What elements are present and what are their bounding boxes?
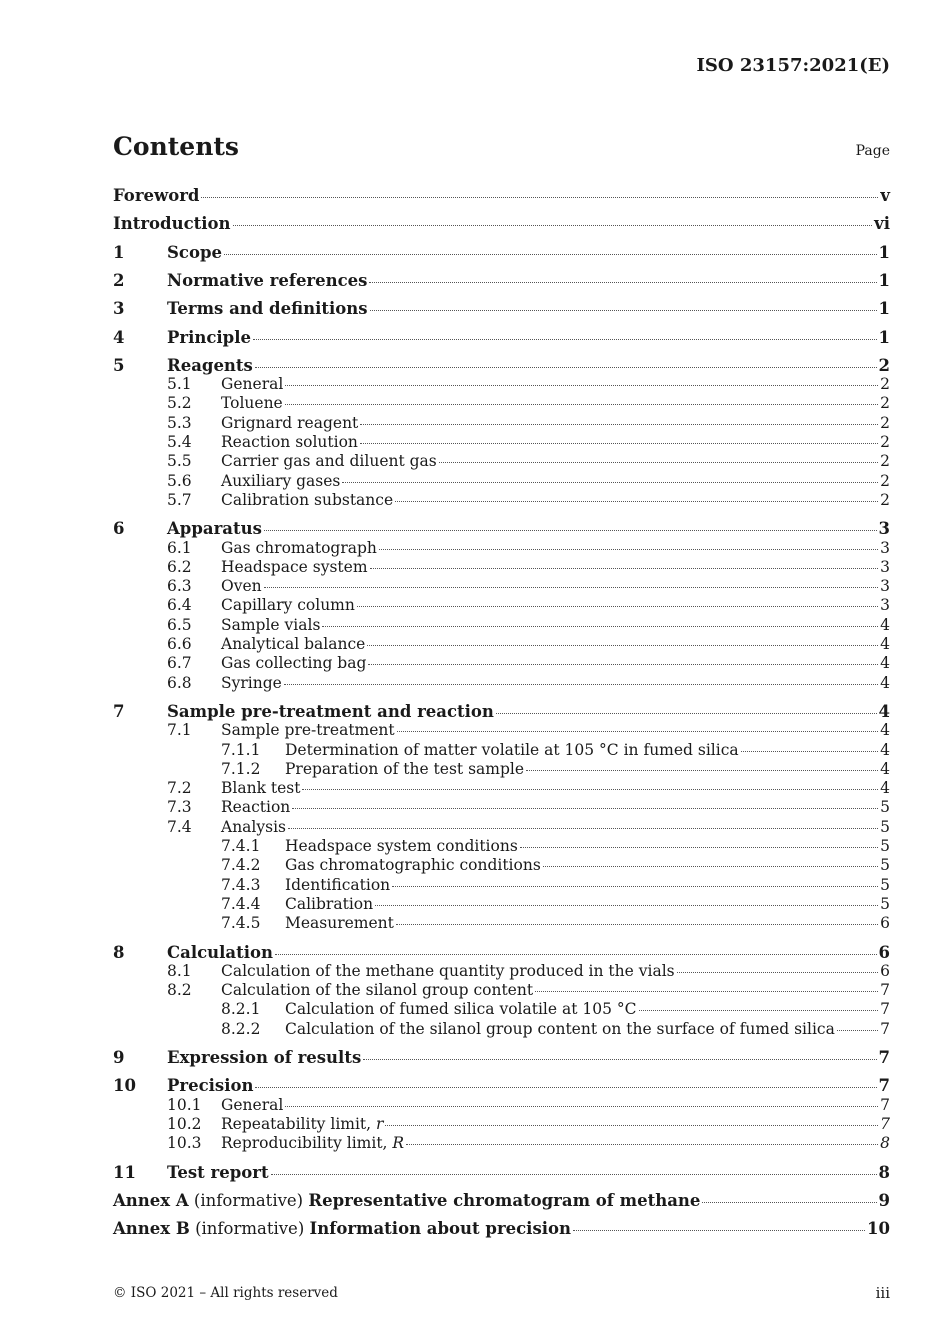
toc-entry-title-part: Reaction [221,798,291,817]
dot-leader [543,865,878,867]
toc-entry-title-part: r [376,1114,384,1133]
toc-entry[interactable] [113,1115,890,1134]
dot-leader [275,953,877,955]
toc-entry-title [221,981,533,1000]
toc-entry-title [221,394,283,413]
toc-entry-title [167,702,494,721]
toc-entry[interactable] [113,472,890,491]
toc-entry-title-part: Measurement [285,914,394,933]
toc-entry-title-part: Gas chromatographic conditions [285,856,541,875]
toc-entry[interactable] [113,1076,890,1095]
toc-entry-title-part: Headspace system conditions [285,837,518,855]
toc-entry-title-part: Normative references [167,270,368,290]
toc-entry-page: 7 [880,1000,890,1019]
toc-entry-number: 6.5 [167,615,192,634]
toc-entry-page: 1 [878,327,890,347]
toc-entry[interactable] [113,577,890,596]
toc-entry-title-part: Blank test [221,779,301,798]
toc-entry-title [221,674,282,693]
toc-entry-number: 7.1.1 [221,740,261,759]
dot-leader [284,683,878,685]
toc-entry[interactable] [113,394,890,413]
toc-entry-page: 2 [878,355,890,375]
dot-leader [368,663,878,665]
toc-entry[interactable] [113,721,890,740]
toc-entry-title [221,798,290,817]
toc-entry-title-part: Annex B [113,1219,190,1239]
toc-entry-number: 7 [113,701,125,721]
toc-entry-page: 7 [878,1076,890,1096]
toc-entry-number: 7.4.2 [221,856,261,875]
toc-entry-title [221,577,262,596]
toc-entry-title [221,962,675,981]
dot-leader [370,309,877,311]
toc-entry-title [167,519,262,538]
toc-entry-number: 10 [113,1076,136,1096]
toc-entry-page: 4 [878,701,890,721]
toc-entry-title [221,452,437,471]
toc-entry-title-part: Annex A [113,1190,189,1210]
toc-entry-title-part: (informative) [189,1219,310,1239]
toc-entry[interactable] [113,414,890,433]
toc-entry-title-part: Carrier gas and diluent gas [221,452,437,471]
toc-entry-title-part: Sample pre-treatment and reaction [167,701,494,721]
toc-entry-number: 5.2 [167,394,192,413]
toc-entry-page: v [880,186,890,205]
page-title: Contents [113,132,240,161]
dot-leader [292,807,878,809]
toc-entry-title [221,1096,283,1115]
toc-entry-title-part: Headspace system [221,557,368,576]
toc-entry-title [285,760,524,779]
toc-entry-page: 3 [880,557,890,576]
toc-entry-page: 5 [880,837,890,855]
toc-entry[interactable] [113,1020,890,1039]
toc-entry-title-part: Syringe [221,673,282,692]
toc-entry-title-part: Auxiliary gases [221,471,341,490]
toc-entry[interactable] [113,271,890,290]
toc-entry-title-part: Scope [167,242,223,262]
toc-entry[interactable] [113,1163,890,1182]
toc-entry[interactable] [113,452,890,471]
toc-entry-title-part: General [221,375,284,394]
toc-entry-page: 3 [880,538,890,557]
toc-entry[interactable] [113,702,890,721]
toc-entry-page: 9 [878,1190,890,1210]
dot-leader [573,1229,865,1231]
toc-entry[interactable] [113,356,890,375]
toc-entry-number: 6 [113,519,125,539]
toc-entry-title [167,271,367,290]
toc-entry-number: 5.4 [167,433,192,451]
toc-entry-page: 1 [878,242,890,262]
toc-entry[interactable] [113,1048,890,1067]
toc-entry-title [167,1076,253,1095]
toc-entry-number: 11 [113,1162,136,1182]
toc-entry-page: 8 [878,1162,890,1182]
dot-leader [285,384,878,386]
toc-entry-number: 7.4 [167,817,192,836]
toc-entry-number: 7.2 [167,779,192,798]
dot-leader [264,586,879,588]
toc-entry-page: 3 [880,596,890,615]
toc-entry-page: 2 [880,375,890,394]
toc-entry-title [221,433,358,452]
toc-entry[interactable] [113,243,890,262]
toc-entry-title-part: Calibration substance [221,490,394,509]
dot-leader [288,827,878,829]
toc-entry[interactable] [113,375,890,394]
toc-entry-title-part: Identification [285,875,391,894]
toc-entry-page: 2 [880,452,890,471]
toc-entry-title-part: Oven [221,577,262,596]
toc-entry-title [167,943,273,962]
toc-entry-number: 5.1 [167,375,192,394]
toc-entry-number: 7.4.1 [221,837,261,855]
toc-entry-title [221,635,365,654]
toc-entry-title [285,1020,835,1039]
toc-entry[interactable] [113,981,890,1000]
toc-entry-title [285,876,390,895]
toc-entry-number: 10.3 [167,1134,202,1153]
dot-leader [639,1009,879,1011]
toc-entry-number: 6.7 [167,654,192,673]
toc-entry-title-part: Expression of results [167,1048,362,1067]
toc-entry[interactable] [113,635,890,654]
toc-entry-page: 10 [867,1219,890,1239]
toc-entry[interactable] [113,519,890,538]
toc-entry-title-part: Sample vials [221,615,321,634]
dot-leader [322,625,878,627]
dot-leader [375,904,878,906]
toc-entry-number: 7.4.4 [221,894,261,913]
toc-entry-page: 5 [880,894,890,913]
toc-entry-title-part: Analysis [221,817,286,836]
toc-entry-page: 2 [880,433,890,451]
toc-entry-page: 1 [878,299,890,319]
toc-entry-title [167,328,251,347]
dot-leader [233,224,873,226]
toc-entry-number: 5.6 [167,471,192,490]
toc-entry-title-part: Grignard reagent [221,413,359,432]
toc-entry-title-part: Gas collecting bag [221,654,367,673]
toc-entry-title [221,375,283,394]
toc-entry-number: 10.2 [167,1114,202,1133]
toc-entry-number: 5.7 [167,490,192,509]
toc-entry[interactable] [113,186,890,205]
toc-entry-number: 6.1 [167,538,192,557]
toc-entry-page: 6 [880,914,890,933]
toc-entry-number: 4 [113,327,125,347]
toc-entry[interactable] [113,539,890,558]
toc-entry-title [221,1115,383,1134]
toc-entry[interactable] [113,214,890,233]
toc-entry[interactable] [113,1134,890,1153]
toc-entry-title [221,539,377,558]
toc-entry[interactable] [113,962,890,981]
toc-entry[interactable] [113,596,890,615]
toc-entry-page: 4 [880,779,890,798]
toc-entry-title-part: Preparation of the test sample [285,759,525,778]
toc-entry-title [113,1219,571,1238]
page-column-label: Page [855,143,890,159]
toc-entry-number: 2 [113,270,125,290]
toc-entry-page: 5 [880,817,890,836]
toc-entry-number: 5.5 [167,452,192,471]
toc-entry-number: 6.3 [167,577,192,596]
toc-entry[interactable] [113,558,890,577]
toc-entry[interactable] [113,741,890,760]
page-number: iii [875,1284,890,1302]
toc-entry-page: 8 [880,1134,890,1153]
dot-leader [367,644,878,646]
toc-entry-title [221,491,393,510]
copyright-notice: © ISO 2021 – All rights reserved [113,1285,338,1301]
toc-entry[interactable] [113,674,890,693]
toc-entry-page: vi [874,214,890,234]
table-of-contents [113,0,890,1344]
toc-entry-page: 7 [880,981,890,1000]
toc-entry-title [285,856,541,875]
toc-entry-title-part: Repeatability limit, [221,1114,377,1133]
toc-entry-number: 8.2.1 [221,1000,261,1019]
toc-entry-page: 4 [880,635,890,653]
toc-entry-title [285,1000,637,1019]
dot-leader [396,923,878,925]
toc-entry-page: 7 [880,1114,890,1133]
toc-entry-number: 6.8 [167,673,192,692]
toc-entry-title-part: Information about precision [309,1219,572,1239]
dot-leader [520,846,878,848]
toc-entry-title [221,1134,404,1153]
toc-entry[interactable] [113,1191,890,1210]
toc-entry-title [285,914,394,933]
dot-leader [360,423,878,425]
toc-entry-page: 4 [880,615,890,634]
dot-leader [342,481,878,483]
dot-leader [360,442,878,444]
dot-leader [264,529,877,531]
toc-entry-number: 8 [113,942,125,962]
dot-leader [379,548,878,550]
toc-entry-number: 6.6 [167,635,192,653]
toc-entry-title [167,1163,269,1182]
toc-entry[interactable] [113,876,890,895]
toc-entry-title [221,818,286,837]
toc-entry[interactable] [113,1219,890,1238]
toc-entry[interactable] [113,491,890,510]
toc-entry-title [113,1191,700,1210]
toc-entry-title [221,654,366,673]
toc-entry[interactable] [113,895,890,914]
toc-entry[interactable] [113,798,890,817]
toc-entry-page: 4 [880,673,890,692]
toc-entry[interactable] [113,760,890,779]
toc-entry-number: 7.1.2 [221,759,261,778]
dot-leader [369,281,876,283]
dot-leader [271,1173,877,1175]
toc-entry-page: 3 [878,519,890,539]
toc-entry-number: 6.2 [167,557,192,576]
toc-entry-title [167,299,368,318]
dot-leader [302,788,878,790]
toc-entry-number: 9 [113,1048,125,1067]
dot-leader [363,1058,876,1060]
toc-entry-title-part: Calculation [167,942,273,962]
toc-entry[interactable] [113,837,890,856]
toc-entry-page: 7 [878,1048,890,1067]
toc-entry-title-part: Gas chromatograph [221,538,377,557]
toc-entry-number: 8.1 [167,961,192,980]
dot-leader [677,971,879,973]
toc-entry-title [221,721,395,740]
toc-entry-title [221,414,358,433]
toc-entry-title-part: Sample pre-treatment [221,721,395,740]
toc-entry-title-part: Principle [167,327,251,347]
toc-entry-title [113,214,231,233]
toc-entry-title-part: General [221,1095,284,1114]
dot-leader [837,1029,878,1031]
toc-entry-title [221,779,300,798]
toc-entry-title [221,558,368,577]
toc-entry-title-part: Introduction [113,214,231,234]
toc-entry-title [167,243,222,262]
dot-leader [439,461,878,463]
toc-entry[interactable] [113,616,890,635]
toc-entry-page: 6 [880,961,890,980]
toc-entry-title-part: Test report [167,1162,269,1182]
toc-entry-title [221,616,320,635]
dot-leader [702,1201,876,1203]
toc-entry-page: 2 [880,490,890,509]
toc-entry[interactable] [113,818,890,837]
toc-entry-title-part: (informative) [188,1190,309,1210]
toc-entry[interactable] [113,299,890,318]
toc-entry-number: 5 [113,355,125,375]
toc-entry-title-part: Calculation of fumed silica volatile at 105 °C [285,1000,637,1019]
toc-entry-title-part: Terms and definitions [167,299,368,319]
toc-entry-page: 4 [880,654,890,673]
toc-entry-page: 1 [878,270,890,290]
toc-entry-title-part: Precision [167,1076,254,1096]
toc-entry[interactable] [113,654,890,673]
toc-entry-number: 8.2 [167,981,192,1000]
dot-leader [385,1124,878,1126]
dot-leader [357,605,878,607]
toc-entry-title-part: Reaction solution [221,433,358,451]
toc-entry-number: 10.1 [167,1095,202,1114]
dot-leader [224,253,877,255]
toc-entry-page: 5 [880,798,890,817]
toc-entry-number: 3 [113,299,125,319]
dot-leader [255,1086,876,1088]
toc-entry-title-part: Calibration [285,894,374,913]
toc-entry-page: 4 [880,740,890,759]
toc-entry-number: 7.1 [167,721,192,740]
toc-entry-page: 4 [880,759,890,778]
toc-entry-number: 6.4 [167,596,192,615]
toc-entry-title-part: Reproducibility limit, [221,1134,393,1153]
dot-leader [741,750,878,752]
dot-leader [496,712,877,714]
toc-entry-title-part: Calculation of the silanol group content [221,981,534,1000]
toc-entry-title-part: Representative chromatogram of methane [308,1190,701,1210]
toc-entry-number: 7.4.3 [221,875,261,894]
dot-leader [535,990,878,992]
dot-leader [397,730,878,732]
toc-entry-title-part: Apparatus [167,519,262,539]
toc-entry-title-part: R [392,1134,405,1153]
toc-entry[interactable] [113,856,890,875]
toc-entry[interactable] [113,433,890,452]
toc-entry[interactable] [113,1000,890,1019]
toc-entry-title [113,186,199,205]
dot-leader [255,366,877,368]
toc-entry-title-part: Capillary column [221,596,355,615]
dot-leader [406,1143,878,1145]
toc-entry-number: 7.4.5 [221,914,261,933]
dot-leader [392,885,878,887]
toc-entry-page: 2 [880,471,890,490]
toc-entry-title-part: Analytical balance [221,635,366,653]
toc-entry-page: 3 [880,577,890,596]
toc-entry-number: 8.2.2 [221,1019,261,1038]
toc-entry-page: 6 [878,942,890,962]
toc-entry-title-part: Determination of matter volatile at 105 °C in fumed silica [285,740,739,759]
toc-entry[interactable] [113,943,890,962]
toc-entry-title-part: Calculation of the silanol group content on the surface of fumed silica [285,1019,835,1038]
toc-entry-number: 7.3 [167,798,192,817]
toc-entry-page: 5 [880,856,890,875]
toc-entry-page: 2 [880,413,890,432]
dot-leader [285,403,878,405]
toc-entry-page: 4 [880,721,890,740]
toc-entry-page: 5 [880,875,890,894]
toc-entry-title [285,895,373,914]
dot-leader [201,196,878,198]
dot-leader [285,1105,878,1107]
toc-entry-title [167,356,253,375]
toc-entry-title-part: Foreword [113,186,200,205]
document-id: ISO 23157:2021(E) [696,55,890,76]
toc-entry-title-part: Toluene [221,394,283,413]
toc-entry-page: 7 [880,1095,890,1114]
dot-leader [526,769,878,771]
dot-leader [370,567,879,569]
toc-entry[interactable] [113,779,890,798]
toc-entry-number: 5.3 [167,413,192,432]
toc-entry[interactable] [113,914,890,933]
toc-entry-title [285,837,518,856]
toc-entry[interactable] [113,1096,890,1115]
toc-entry-page: 7 [880,1019,890,1038]
toc-entry-title [221,596,355,615]
toc-entry-number: 1 [113,242,125,262]
toc-entry-title-part: Reagents [167,355,253,375]
toc-entry-title [221,472,340,491]
toc-entry-title [285,741,739,760]
dot-leader [395,500,878,502]
toc-entry-page: 2 [880,394,890,413]
toc-entry-title-part: Calculation of the methane quantity produced in the vials [221,961,675,980]
toc-entry[interactable] [113,328,890,347]
toc-entry-title [167,1048,361,1067]
dot-leader [253,338,877,340]
